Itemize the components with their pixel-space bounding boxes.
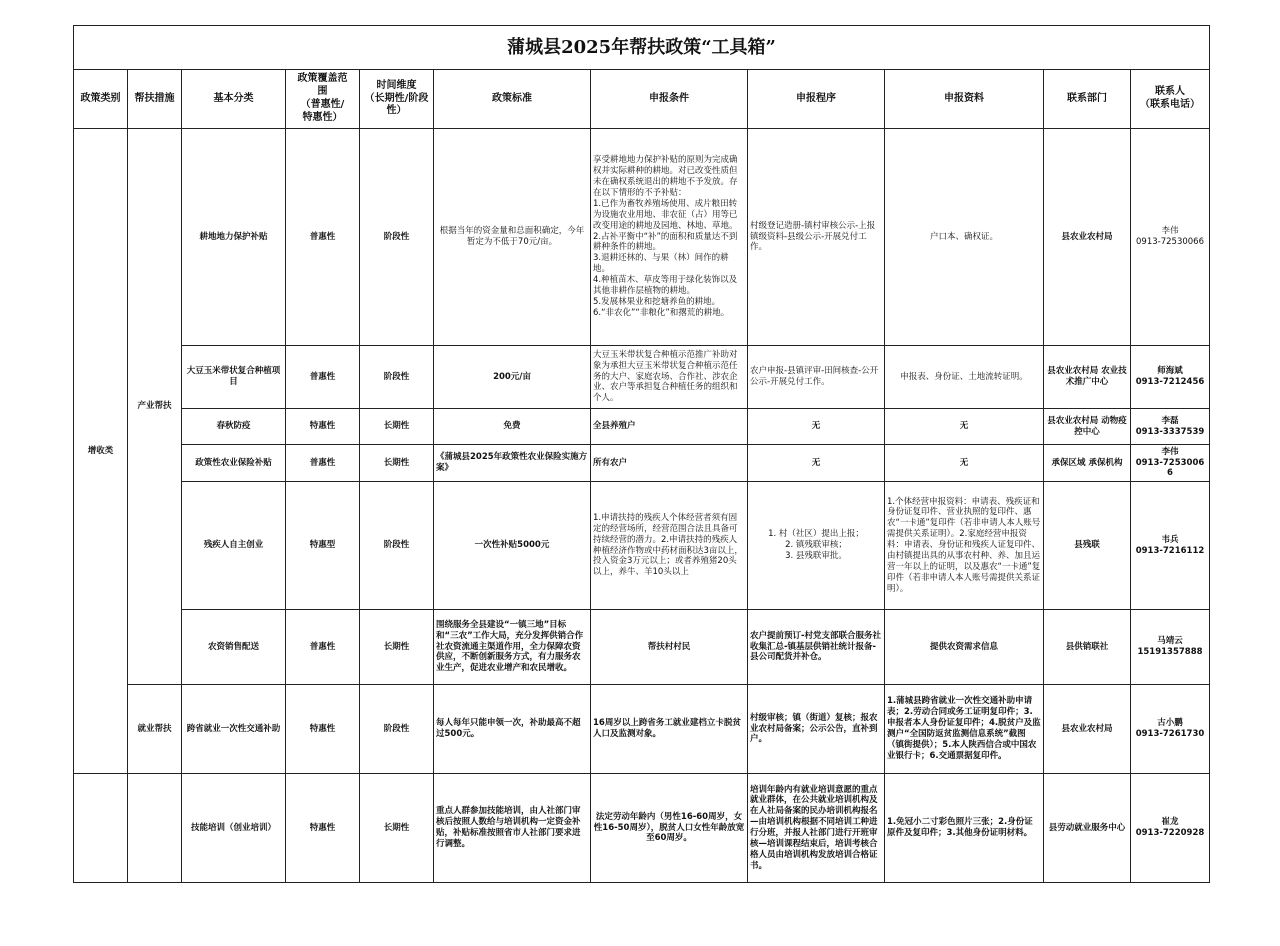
conditions-cell: 16周岁以上跨省务工就业建档立卡脱贫人口及监测对象。 [591,685,748,774]
table-row [74,346,1210,409]
header-procedure: 申报程序 [748,70,885,129]
time-cell: 阶段性 [360,346,434,409]
header-coverage-line: 围 [317,86,328,98]
coverage-cell: 普惠性 [286,129,360,346]
contact-name: 韦兵 [1161,534,1179,545]
coverage-cell: 特惠性 [286,409,360,445]
procedure-line: 2. 镇残联审核； [785,540,847,551]
header-type: 基本分类 [182,70,286,129]
condition-line: 3.退耕还林的、与果（林）间作的耕地。 [593,253,729,275]
contact-phone: 0913-7216112 [1135,545,1205,556]
contact-name: 李磊 [1161,415,1179,426]
type-cell: 大豆玉米带状复合种植项目 [182,346,286,409]
contact-name: 古小鹏 [1157,718,1183,729]
contact-cell [1131,346,1210,409]
conditions-cell [591,129,748,346]
contact-name: 马靖云 [1157,636,1183,647]
standard-cell: 一次性补贴5000元 [434,482,591,610]
procedure-cell: 无 [748,409,885,445]
conditions-cell: 所有农户 [591,445,748,482]
type-cell: 春秋防疫 [182,409,286,445]
header-contact-line: 联系人 [1155,86,1185,98]
contact-name: 崔龙 [1161,817,1179,828]
contact-cell [1131,685,1210,774]
coverage-cell: 普惠性 [286,445,360,482]
conditions-cell: 大豆玉米带状复合种植示范推广补助对象为承担大豆玉米带状复合种植示范任务的大户、家庭农场、合作社、涉农企业、农户等承担复合种植任务的组织和个人。 [591,346,748,409]
contact-name: 李伟 [1161,226,1179,237]
dept-cell: 县供销联社 [1044,610,1131,685]
contact-phone: 0913-72530066 [1135,457,1205,479]
measure-cell-employment: 就业帮扶 [128,685,182,774]
table-row [74,409,1210,445]
contact-phone: 0913-3337539 [1135,426,1205,437]
procedure-cell: 培训年龄内有就业培训意愿的重点就业群体，在公共就业培训机构及在人社局备案的民办培训机构报名—由培训机构根据不同培训工种进行分班，并报人社部门进行开班审核—培训课程结束后，培训考核合格人员由培训机构发放培训合格证书。 [748,774,885,883]
procedure-cell: 农户提前预订-村党支部联合服务社收集汇总-镇基层供销社统计报备-县公司配货并补仓。 [748,610,885,685]
contact-cell [1131,610,1210,685]
materials-cell: 申报表、身份证、土地流转证明。 [885,346,1044,409]
header-time [360,70,434,129]
table-row [74,774,1210,883]
table-row [74,482,1210,610]
procedure-cell [748,482,885,610]
dept-cell: 县残联 [1044,482,1131,610]
coverage-cell: 普惠性 [286,610,360,685]
contact-phone: 0913-7261730 [1135,729,1205,739]
procedure-line: 1. 村（社区）提出上报； [768,529,864,540]
type-cell: 农资销售配送 [182,610,286,685]
standard-cell: 每人每年只能申领一次，补助最高不超过500元。 [434,685,591,774]
header-materials: 申报资料 [885,70,1044,129]
materials-cell: 无 [885,445,1044,482]
coverage-cell: 特惠性 [286,685,360,774]
coverage-cell: 特惠型 [286,482,360,610]
time-cell: 长期性 [360,445,434,482]
type-cell: 政策性农业保险补贴 [182,445,286,482]
header-coverage-line: 政策覆盖范 [297,73,348,85]
condition-line: 6.“非农化”“非粮化”和撂荒的耕地。 [593,307,730,318]
table-row [74,445,1210,482]
header-contact [1131,70,1210,129]
header-row [74,70,1210,129]
time-cell: 阶段性 [360,685,434,774]
type-cell: 技能培训（创业培训） [182,774,286,883]
materials-cell: 1.个体经营申报资料：申请表、残疾证和身份证复印件、营业执照的复印件、惠农“一卡通”复印件（若非申请人本人账号需提供关系证明）。2.家庭经营申报资料：申请表、身份证和残疾人证复印件、由村镇提出具的从事农村种、养、加且运营一年以上的证明，以及惠农“一卡通”复印件（若非申请人本人账号需提供关系证明）。 [885,482,1044,610]
standard-cell: 200元/亩 [434,346,591,409]
materials-cell: 提供农资需求信息 [885,610,1044,685]
time-cell: 长期性 [360,610,434,685]
header-time-line: 时间维度 [376,79,417,91]
header-standard: 政策标准 [434,70,591,129]
dept-cell: 县劳动就业服务中心 [1044,774,1131,883]
standard-cell: 《蒲城县2025年政策性农业保险实施方案》 [434,445,591,482]
time-cell: 阶段性 [360,482,434,610]
contact-phone: 15191357888 [1137,647,1203,657]
header-coverage-line: （普惠性/ [300,99,345,110]
conditions-cell: 帮扶村村民 [591,610,748,685]
dept-cell: 承保区域 承保机构 [1044,445,1131,482]
coverage-cell: 普惠性 [286,346,360,409]
conditions-cell: 全县养殖户 [591,409,748,445]
header-conditions: 申报条件 [591,70,748,129]
type-cell: 耕地地力保护补贴 [182,129,286,346]
table-row [74,129,1210,346]
dept-cell: 县农业农村局 [1044,685,1131,774]
contact-cell [1131,445,1210,482]
standard-cell: 围绕服务全县建设“一镇三地”目标和“三农”工作大局，充分发挥供销合作社农资流通主渠道作用，全力保障农资供应，不断创新服务方式，有力服务农业生产，促进农业增产和农民增收。 [434,610,591,685]
contact-phone: 0913-72530066 [1136,237,1204,247]
procedure-cell: 农户申报-县镇评审-田间核查-公开公示-开展兑付工作。 [748,346,885,409]
header-coverage-line: 特惠性） [302,111,343,123]
contact-phone: 0913-7212456 [1135,377,1205,387]
contact-cell [1131,774,1210,883]
contact-cell [1131,409,1210,445]
materials-cell: 1.免冠小二寸彩色照片三张；2.身份证原件及复印件；3.其他身份证明材料。 [885,774,1044,883]
time-cell: 阶段性 [360,129,434,346]
condition-line: 享受耕地地力保护补贴的原则为完成确权并实际耕种的耕地。对已改变性质但未在确权系统退出的耕地不予发放。存在以下情形的不予补贴： [593,155,738,199]
header-coverage [286,70,360,129]
policy-document [73,25,1209,883]
coverage-cell: 特惠性 [286,774,360,883]
dept-cell: 县农业农村局 [1044,129,1131,346]
header-measure: 帮扶措施 [128,70,182,129]
standard-cell: 重点人群参加技能培训，由人社部门审核后按照人数给与培训机构一定资金补贴，补贴标准按照省市人社部门要求进行调整。 [434,774,591,883]
procedure-cell: 村级登记造册-镇村审核公示-上报镇级资料-县级公示-开展兑付工作。 [748,129,885,346]
materials-cell: 户口本、确权证。 [885,129,1044,346]
dept-cell: 县农业农村局 动物疫控中心 [1044,409,1131,445]
condition-line: 2.占补平衡中“补”的面积和质量达不到耕种条件的耕地。 [593,231,738,253]
procedure-line: 3. 县残联审批。 [785,550,847,561]
time-cell: 长期性 [360,409,434,445]
type-cell: 跨省就业一次性交通补助 [182,685,286,774]
time-cell: 长期性 [360,774,434,883]
document-title: 蒲城县2025年帮扶政策“工具箱” [74,26,1210,70]
condition-line: 5.发展林果业和挖塘养鱼的耕地。 [593,296,721,307]
procedure-cell: 村级审核；镇（街道）复核；报农业农村局备案；公示公告，直补到户。 [748,685,885,774]
materials-cell: 1.蒲城县跨省就业一次性交通补助申请表；2.劳动合同或务工证明复印件；3.申报者本人身份证复印件；4.脱贫户及监测户“全国防返贫监测信息系统”截图（镇街提供）；5.本人陕西信合或中国农业银行卡；6.交通票据复印件。 [885,685,1044,774]
category-cell-empty [74,774,128,883]
header-contact-line: （联系电话） [1140,99,1200,110]
procedure-cell: 无 [748,445,885,482]
category-cell: 增收类 [74,129,128,774]
condition-line: 4.种植苗木、草皮等用于绿化装饰以及其他非耕作层植物的耕地。 [593,275,738,296]
conditions-cell: 法定劳动年龄内（男性16-60周岁，女性16-50周岁），脱贫人口女性年龄放宽至60周岁。 [591,774,748,883]
contact-cell [1131,482,1210,610]
measure-cell-industry: 产业帮扶 [128,129,182,685]
table-row [74,610,1210,685]
conditions-cell: 1.申请扶持的残疾人个体经营者须有固定的经营场所，经营范围合法且具备可持续经营的潜力。2.申请扶持的残疾人种植经济作物或中药材面积达3亩以上，投入资金3万元以上；或者养殖猪20头以上，养牛、羊10头以上 [591,482,748,610]
materials-cell: 无 [885,409,1044,445]
dept-cell: 县农业农村局 农业技术推广中心 [1044,346,1131,409]
contact-cell [1131,129,1210,346]
policy-table [73,25,1210,883]
type-cell: 残疾人自主创业 [182,482,286,610]
header-dept: 联系部门 [1044,70,1131,129]
header-time-line: 性） [386,105,407,117]
header-category: 政策类别 [74,70,128,129]
contact-phone: 0913-7220928 [1135,828,1205,838]
contact-name: 师海斌 [1157,366,1183,377]
condition-line: 1.已作为畜牧养殖场使用、成片粮田转为设施农业用地、非农征（占）用等已改变用途的耕地及园地、林地、草地。 [593,198,738,231]
contact-name: 李伟 [1161,446,1179,457]
measure-cell-empty [128,774,182,883]
standard-cell: 免费 [434,409,591,445]
standard-cell: 根据当年的资金量和总面积确定，今年暂定为不低于70元/亩。 [434,129,591,346]
header-time-line: （长期性/阶段 [364,92,429,104]
table-row [74,685,1210,774]
